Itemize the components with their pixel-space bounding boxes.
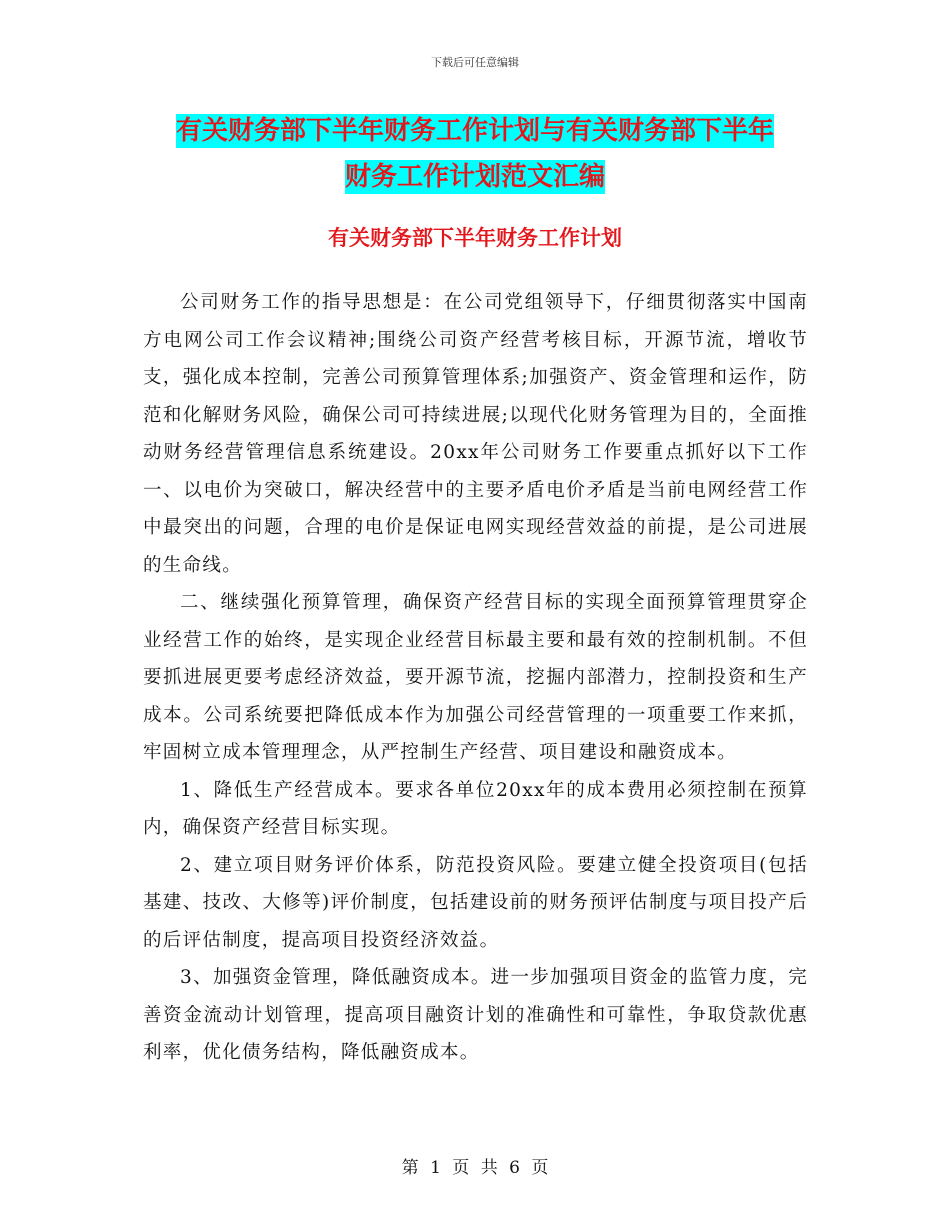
paragraph: 2、建立项目财务评价体系，防范投资风险。要建立健全投资项目(包括基建、技改、大修等)评价制度，包括建设前的财务预评估制度与项目投产后的后评估制度，提高项目投资经济效益。 xyxy=(143,854,808,951)
paragraph: 1、降低生产经营成本。要求各单位20xx年的成本费用必须控制在预算内，确保资产经营目标实现。 xyxy=(143,779,808,838)
body-text xyxy=(143,284,808,1072)
paragraph: 公司财务工作的指导思想是：在公司党组领导下，仔细贯彻落实中国南方电网公司工作会议精神;围绕公司资产经营考核目标，开源节流，增收节支，强化成本控制，完善公司预算管理体系;加强资产、资金管理和运作，防范和化解财务风险，确保公司可持续进展;以现代化财务管理为目的，全面推动财务经营管理信息系统建设。20xx年公司财务工作要重点抓好以下工作一、以电价为突破口，解决经营中的主要矛盾电价矛盾是当前电网经营工作中最突出的问题，合理的电价是保证电网实现经营效益的前提，是公司进展的生命线。 xyxy=(143,292,808,576)
section-title: 有关财务部下半年财务工作计划 xyxy=(328,226,622,250)
paragraph: 3、加强资金管理，降低融资成本。进一步加强项目资金的监管力度，完善资金流动计划管理，提高项目融资计划的准确性和可靠性，争取贷款优惠利率，优化债务结构，降低融资成本。 xyxy=(143,967,808,1063)
document-title-line-2: 财务工作计划范文汇编 xyxy=(344,162,605,192)
paragraph: 二、继续强化预算管理，确保资产经营目标的实现全面预算管理贯穿企业经营工作的始终，是实现企业经营目标最主要和最有效的控制机制。不但要抓进展更要考虑经济效益，要开源节流，挖掘内部潜力，控制投资和生产成本。公司系统要把降低成本作为加强公司经营管理的一项重要工作来抓，牢固树立成本管理理念，从严控制生产经营、项目建设和融资成本。 xyxy=(143,592,808,763)
document-title xyxy=(140,108,810,200)
document-title-line-1: 有关财务部下半年财务工作计划与有关财务部下半年 xyxy=(175,116,774,146)
header-note: 下载后可任意编辑 xyxy=(431,56,519,69)
page-footer: 第 1 页 共 6 页 xyxy=(401,1158,549,1178)
